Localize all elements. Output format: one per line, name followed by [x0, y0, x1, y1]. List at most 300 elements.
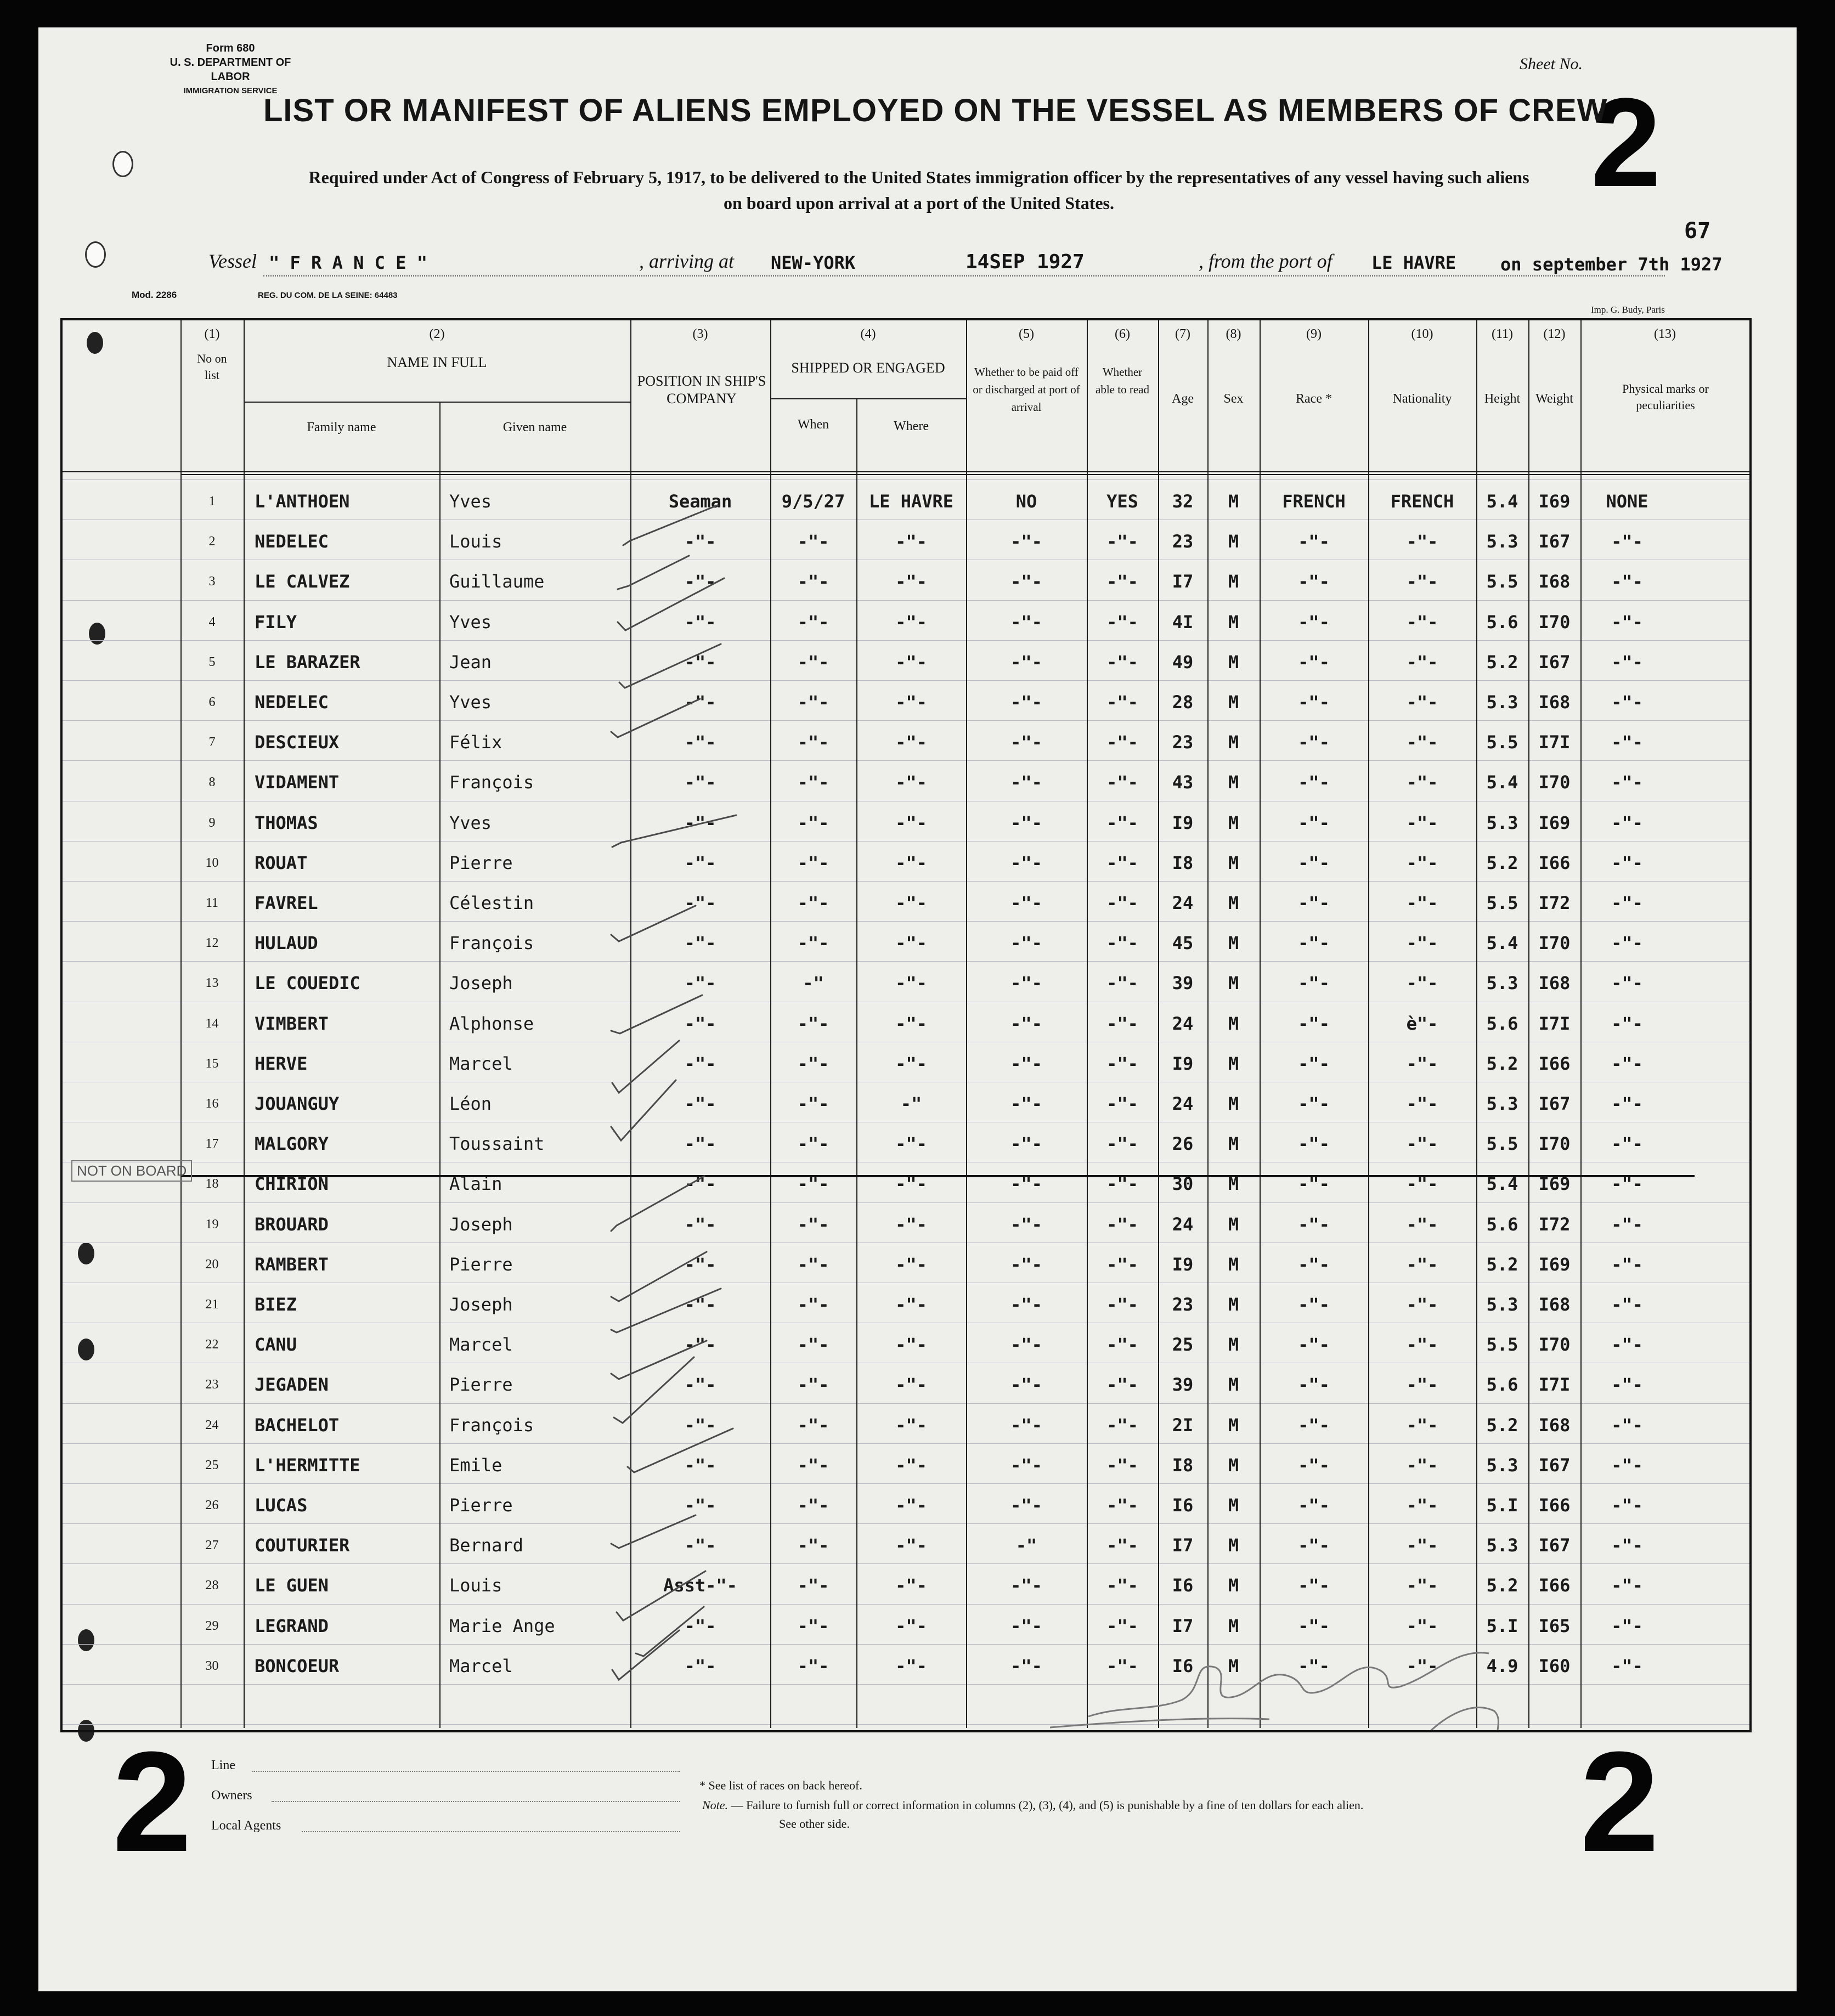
cell-row-number: 20: [205, 1257, 219, 1272]
cell-paid-off: -"-: [1010, 1495, 1042, 1516]
cell-shipped-when: -"-: [797, 1535, 829, 1556]
cell-row-number: 6: [208, 695, 216, 709]
cell-weight: I7I: [1538, 1013, 1571, 1034]
cell-given-name: Yves: [449, 611, 492, 633]
cell-shipped-when: -"-: [797, 1173, 829, 1195]
cell-paid-off: -"-: [1010, 1615, 1042, 1636]
col8-number: (8): [1226, 327, 1241, 341]
cell-race: -"-: [1298, 692, 1330, 713]
cell-given-name: Alphonse: [449, 1013, 534, 1034]
vessel-label: Vessel: [208, 250, 257, 272]
cell-age: 23: [1172, 1294, 1194, 1315]
cell-race: -"-: [1298, 732, 1330, 753]
cell-height: 5.I: [1486, 1615, 1518, 1636]
cell-height: 5.4: [1486, 1173, 1518, 1195]
cell-race: -"-: [1298, 812, 1330, 833]
cell-age: 49: [1172, 651, 1194, 673]
cell-race: -"-: [1298, 531, 1330, 552]
cell-sex: M: [1228, 852, 1239, 873]
cell-shipped-when: -"-: [797, 531, 829, 552]
cell-weight: I7I: [1538, 732, 1571, 753]
cell-shipped-where: -"-: [895, 772, 927, 793]
cell-age: 25: [1172, 1334, 1194, 1356]
cell-position: -"-: [684, 1253, 716, 1275]
cell-race: -"-: [1298, 611, 1330, 633]
cell-shipped-when: -"-: [797, 1093, 829, 1114]
cell-height: 5.5: [1486, 1334, 1518, 1356]
cell-able-to-read: -"-: [1106, 1495, 1138, 1516]
cell-weight: I70: [1538, 772, 1571, 793]
cell-position: -"-: [684, 531, 716, 552]
cell-weight: I72: [1538, 1213, 1571, 1235]
cell-given-name: Yves: [449, 491, 492, 512]
cell-physical-marks: -"-: [1611, 973, 1643, 994]
cell-race: -"-: [1298, 571, 1330, 592]
cell-given-name: Félix: [449, 732, 502, 753]
cell-family-name: BONCOEUR: [255, 1655, 340, 1676]
not-on-board-stamp: NOT ON BOARD: [71, 1160, 192, 1182]
subtitle-line-1: Required under Act of Congress of February 5, 1917, to be delivered to the United States immigration officer by the representatives of any vessel having such aliens: [308, 167, 1529, 187]
cell-family-name: RAMBERT: [255, 1253, 329, 1275]
cell-age: I9: [1172, 812, 1194, 833]
cell-age: 28: [1172, 692, 1194, 713]
cell-shipped-when: -"-: [797, 651, 829, 673]
vessel-name: " F R A N C E ": [269, 252, 427, 273]
cell-shipped-where: -"-: [895, 1173, 927, 1195]
cell-nationality: è"-: [1406, 1013, 1438, 1034]
col9-number: (9): [1306, 327, 1322, 341]
cell-shipped-where: -"-: [895, 852, 927, 873]
cell-weight: I67: [1538, 1093, 1571, 1114]
cell-row-number: 8: [208, 775, 216, 790]
cell-given-name: Marcel: [449, 1655, 513, 1676]
cell-shipped-where: -"-: [895, 933, 927, 954]
cell-paid-off: -"-: [1010, 1093, 1042, 1114]
cell-age: 32: [1172, 491, 1194, 512]
cell-row-number: 5: [208, 654, 216, 669]
officer-signature: [1050, 1653, 1505, 1730]
cell-sex: M: [1228, 1454, 1239, 1476]
cell-position: -"-: [684, 1414, 716, 1436]
cell-shipped-when: -"-: [797, 852, 829, 873]
arrival-stamp: 14SEP 1927: [966, 251, 1085, 273]
cell-weight: I66: [1538, 1575, 1571, 1596]
cell-physical-marks: -"-: [1611, 1334, 1643, 1356]
cell-shipped-where: -"-: [895, 571, 927, 592]
cell-shipped-where: -"-: [895, 651, 927, 673]
cell-nationality: -"-: [1406, 1334, 1438, 1356]
cell-nationality: -"-: [1406, 531, 1438, 552]
cell-shipped-when: -"-: [797, 1414, 829, 1436]
cell-shipped-when: -"-: [797, 933, 829, 954]
cell-able-to-read: -"-: [1106, 651, 1138, 673]
col5-label: Whether to be paid off or discharged at port of arrival: [973, 365, 1080, 414]
cell-physical-marks: -"-: [1611, 852, 1643, 873]
agents-field: [302, 1831, 680, 1832]
cell-position: -"-: [684, 893, 716, 913]
cell-race: -"-: [1298, 852, 1330, 873]
cell-paid-off: -"-: [1010, 571, 1042, 592]
cell-shipped-when: -"-: [797, 1454, 829, 1476]
cell-position: -"-: [684, 1133, 716, 1155]
printer-imprint: Imp. G. Budy, Paris: [1591, 304, 1665, 315]
col2-family: Family name: [307, 420, 376, 434]
cell-height: 5.4: [1486, 933, 1518, 954]
cell-physical-marks: -"-: [1611, 812, 1643, 833]
cell-nationality: -"-: [1406, 1133, 1438, 1155]
cell-height: 5.3: [1486, 973, 1518, 994]
cell-weight: I67: [1538, 1454, 1571, 1476]
form-number: Form 680: [206, 42, 255, 54]
cell-sex: M: [1228, 1655, 1239, 1676]
col8-label: Sex: [1223, 392, 1244, 406]
col3-label: POSITION IN SHIP'S COMPANY: [637, 373, 766, 406]
cell-able-to-read: -"-: [1106, 1294, 1138, 1315]
cell-family-name: DESCIEUX: [255, 732, 340, 753]
cell-family-name: VIDAMENT: [255, 772, 340, 793]
cell-row-number: 27: [205, 1538, 219, 1553]
cell-family-name: COUTURIER: [255, 1535, 350, 1556]
cell-family-name: LUCAS: [255, 1495, 308, 1516]
cell-shipped-where: -"-: [895, 1213, 927, 1235]
cell-family-name: FAVREL: [255, 893, 318, 913]
cell-family-name: LE CALVEZ: [255, 571, 350, 592]
cell-paid-off: -"-: [1010, 772, 1042, 793]
cell-shipped-where: -"-: [895, 812, 927, 833]
cell-given-name: Pierre: [449, 1374, 513, 1396]
col11-number: (11): [1491, 327, 1514, 341]
cell-row-number: 11: [205, 896, 219, 910]
cell-nationality: -"-: [1406, 571, 1438, 592]
cell-given-name: Marcel: [449, 1334, 513, 1356]
cell-row-number: 17: [205, 1137, 219, 1151]
cell-race: -"-: [1298, 1093, 1330, 1114]
race-footnote: * See list of races on back hereof.: [699, 1778, 862, 1792]
col6-number: (6): [1115, 327, 1130, 341]
cell-paid-off: -"-: [1010, 1334, 1042, 1356]
cell-nationality: -"-: [1406, 1294, 1438, 1315]
cell-height: 5.2: [1486, 1414, 1518, 1436]
cell-able-to-read: -"-: [1106, 1454, 1138, 1476]
col13-label: Physical marks or peculiarities: [1622, 382, 1709, 412]
cell-shipped-when: -"-: [797, 1013, 829, 1034]
cell-shipped-where: -"-: [895, 1334, 927, 1356]
cell-nationality: -"-: [1406, 651, 1438, 673]
cell-age: I8: [1172, 852, 1194, 873]
department: U. S. DEPARTMENT OF LABOR: [170, 57, 291, 83]
owners-field: [272, 1801, 680, 1802]
cell-race: -"-: [1298, 1213, 1330, 1235]
cell-nationality: -"-: [1406, 1053, 1438, 1074]
cell-nationality: -"-: [1406, 611, 1438, 633]
cell-age: 39: [1172, 1374, 1194, 1396]
cell-position: -"-: [684, 812, 716, 833]
cell-age: 23: [1172, 732, 1194, 753]
cell-nationality: -"-: [1406, 1655, 1438, 1676]
cell-race: -"-: [1298, 1374, 1330, 1396]
cell-family-name: LEGRAND: [255, 1615, 329, 1636]
cell-physical-marks: -"-: [1611, 893, 1643, 913]
punch-hole: [85, 241, 106, 268]
cell-race: -"-: [1298, 1454, 1330, 1476]
cell-row-number: 10: [205, 855, 219, 870]
note-prefix: Note.: [702, 1798, 729, 1812]
line-label: Line: [211, 1758, 235, 1772]
cell-able-to-read: -"-: [1106, 1173, 1138, 1195]
cell-height: 4.9: [1486, 1655, 1518, 1676]
cell-age: 45: [1172, 933, 1194, 954]
cell-height: 5.3: [1486, 1535, 1518, 1556]
col9-label: Race *: [1296, 392, 1332, 406]
cell-position: -"-: [684, 571, 716, 592]
cell-family-name: NEDELEC: [255, 692, 329, 713]
cell-able-to-read: -"-: [1106, 772, 1138, 793]
cell-family-name: VIMBERT: [255, 1013, 329, 1034]
cell-paid-off: -"-: [1010, 692, 1042, 713]
cell-able-to-read: -"-: [1106, 1053, 1138, 1074]
cell-race: -"-: [1298, 1253, 1330, 1275]
cell-able-to-read: -"-: [1106, 1535, 1138, 1556]
cell-position: -"-: [684, 1294, 716, 1315]
cell-able-to-read: -"-: [1106, 1013, 1138, 1034]
cell-age: I9: [1172, 1053, 1194, 1074]
cell-age: 43: [1172, 772, 1194, 793]
manifest-sheet: [38, 27, 1797, 1991]
cell-shipped-when: -"-: [797, 1253, 829, 1275]
cell-sex: M: [1228, 1013, 1239, 1034]
cell-sex: M: [1228, 1093, 1239, 1114]
cell-age: 24: [1172, 1093, 1194, 1114]
cell-given-name: Yves: [449, 812, 492, 833]
note-text: — Failure to furnish full or correct information in columns (2), (3), (4), and (5) is punishable by a fine of ten dollars for each alien.: [731, 1798, 1364, 1812]
cell-paid-off: -"-: [1010, 1414, 1042, 1436]
cell-family-name: LE COUEDIC: [255, 973, 360, 994]
col11-label: Height: [1484, 392, 1521, 406]
arriving-label: , arriving at: [639, 250, 735, 272]
cell-sex: M: [1228, 491, 1239, 512]
cell-given-name: Joseph: [449, 1294, 513, 1315]
cell-given-name: Louis: [449, 1575, 502, 1596]
cell-nationality: -"-: [1406, 893, 1438, 913]
cell-nationality: -"-: [1406, 772, 1438, 793]
cell-physical-marks: -"-: [1611, 571, 1643, 592]
cell-age: 4I: [1172, 611, 1194, 633]
cell-physical-marks: -"-: [1611, 1495, 1643, 1516]
from-port: LE HAVRE: [1371, 252, 1456, 273]
cell-family-name: LE GUEN: [255, 1575, 329, 1596]
cell-shipped-where: LE HAVRE: [868, 491, 954, 512]
cell-physical-marks: -"-: [1611, 611, 1643, 633]
cell-race: -"-: [1298, 1575, 1330, 1596]
cell-height: 5.4: [1486, 491, 1518, 512]
crew-table: [60, 318, 1752, 1732]
cell-height: 5.5: [1486, 571, 1518, 592]
cell-physical-marks: -"-: [1611, 1454, 1643, 1476]
cell-weight: I70: [1538, 611, 1571, 633]
cell-able-to-read: -"-: [1106, 852, 1138, 873]
cell-given-name: Pierre: [449, 1495, 513, 1516]
cell-able-to-read: -"-: [1106, 611, 1138, 633]
cell-nationality: -"-: [1406, 1414, 1438, 1436]
cell-weight: I69: [1538, 812, 1571, 833]
cell-height: 5.5: [1486, 1133, 1518, 1155]
cell-row-number: 2: [208, 534, 216, 549]
cell-shipped-when: -"-: [797, 1615, 829, 1636]
cell-height: 5.2: [1486, 651, 1518, 673]
cell-physical-marks: -"-: [1611, 1053, 1643, 1074]
cell-able-to-read: -"-: [1106, 1253, 1138, 1275]
check-marks: [611, 505, 736, 1680]
cell-family-name: L'ANTHOEN: [255, 491, 350, 512]
cell-nationality: -"-: [1406, 1374, 1438, 1396]
cell-physical-marks: -"-: [1611, 692, 1643, 713]
mod-number: Mod. 2286: [132, 290, 177, 300]
cell-able-to-read: -"-: [1106, 893, 1138, 913]
cell-given-name: Joseph: [449, 1213, 513, 1235]
col1-label: No on list: [197, 352, 227, 382]
cell-nationality: -"-: [1406, 732, 1438, 753]
page-number: 67: [1684, 218, 1711, 244]
cell-physical-marks: -"-: [1611, 531, 1643, 552]
cell-shipped-when: -"-: [797, 1294, 829, 1315]
cell-shipped-where: -"-: [895, 1294, 927, 1315]
cell-race: -"-: [1298, 973, 1330, 994]
cell-paid-off: NO: [1015, 491, 1037, 512]
cell-shipped-when: -"-: [797, 1374, 829, 1396]
cell-position: -"-: [684, 772, 716, 793]
cell-shipped-where: -"-: [895, 1013, 927, 1034]
cell-position: -"-: [684, 1495, 716, 1516]
cell-row-number: 18: [205, 1177, 219, 1191]
pencil-marks: [63, 320, 1749, 1730]
cell-family-name: CHIRION: [255, 1173, 329, 1195]
cell-weight: I68: [1538, 1294, 1571, 1315]
cell-position: -"-: [684, 1454, 716, 1476]
cell-position: -"-: [684, 692, 716, 713]
col4-where: Where: [894, 419, 929, 433]
col4-when: When: [797, 417, 829, 432]
cell-row-number: 21: [205, 1297, 219, 1312]
cell-weight: I7I: [1538, 1374, 1571, 1396]
cell-sex: M: [1228, 1294, 1239, 1315]
cell-shipped-when: -"-: [797, 1334, 829, 1356]
cell-shipped-when: -"-: [797, 1053, 829, 1074]
cell-family-name: CANU: [255, 1334, 297, 1356]
cell-sex: M: [1228, 1374, 1239, 1396]
cell-paid-off: -"-: [1010, 1374, 1042, 1396]
cell-given-name: Léon: [449, 1093, 492, 1114]
cell-position: -"-: [684, 1334, 716, 1356]
cell-shipped-where: -": [900, 1093, 922, 1114]
cell-paid-off: -"-: [1010, 933, 1042, 954]
cell-row-number: 23: [205, 1377, 219, 1392]
cell-age: I6: [1172, 1655, 1194, 1676]
cell-able-to-read: -"-: [1106, 1334, 1138, 1356]
cell-age: I8: [1172, 1454, 1194, 1476]
cell-shipped-where: -"-: [895, 1655, 927, 1676]
cell-row-number: 12: [205, 936, 219, 951]
cell-height: 5.2: [1486, 1053, 1518, 1074]
cell-paid-off: -"-: [1010, 1655, 1042, 1676]
cell-position: Asst-"-: [663, 1575, 737, 1596]
cell-row-number: 1: [208, 494, 216, 509]
cell-weight: I69: [1538, 491, 1571, 512]
cell-age: I7: [1172, 571, 1194, 592]
cell-shipped-where: -"-: [895, 732, 927, 753]
cell-nationality: -"-: [1406, 1575, 1438, 1596]
col2-number: (2): [429, 327, 445, 341]
cell-weight: I69: [1538, 1253, 1571, 1275]
col7-label: Age: [1172, 392, 1194, 406]
cell-height: 5.3: [1486, 692, 1518, 713]
col10-label: Nationality: [1392, 392, 1452, 406]
cell-race: -"-: [1298, 1133, 1330, 1155]
cell-race: -"-: [1298, 1173, 1330, 1195]
cell-paid-off: -"-: [1010, 812, 1042, 833]
cell-family-name: BIEZ: [255, 1294, 297, 1315]
cell-family-name: HERVE: [255, 1053, 308, 1074]
punch-hole: [112, 151, 133, 177]
sheet-label: Sheet No.: [1520, 55, 1583, 73]
cell-physical-marks: -"-: [1611, 1133, 1643, 1155]
cell-family-name: BACHELOT: [255, 1414, 340, 1436]
col13-number: (13): [1654, 327, 1676, 341]
cell-paid-off: -"-: [1010, 1253, 1042, 1275]
cell-able-to-read: YES: [1106, 491, 1138, 512]
cell-shipped-where: -"-: [895, 1133, 927, 1155]
cell-nationality: -"-: [1406, 812, 1438, 833]
cell-row-number: 29: [205, 1618, 219, 1633]
cell-row-number: 4: [208, 614, 216, 629]
cell-position: -"-: [684, 732, 716, 753]
cell-physical-marks: -"-: [1611, 933, 1643, 954]
cell-weight: I67: [1538, 651, 1571, 673]
cell-race: -"-: [1298, 933, 1330, 954]
cell-sex: M: [1228, 1615, 1239, 1636]
cell-paid-off: -"-: [1010, 893, 1042, 913]
cell-family-name: HULAUD: [255, 933, 318, 954]
cell-sex: M: [1228, 973, 1239, 994]
cell-family-name: THOMAS: [255, 812, 318, 833]
cell-weight: I69: [1538, 1173, 1571, 1195]
cell-shipped-when: -": [803, 973, 824, 994]
cell-physical-marks: -"-: [1611, 651, 1643, 673]
cell-height: 5.2: [1486, 852, 1518, 873]
cell-age: I7: [1172, 1615, 1194, 1636]
cell-race: -"-: [1298, 1414, 1330, 1436]
cell-row-number: 24: [205, 1418, 219, 1432]
service: IMMIGRATION SERVICE: [183, 86, 278, 95]
cell-position: -"-: [684, 973, 716, 994]
cell-race: -"-: [1298, 1615, 1330, 1636]
col12-label: Weight: [1535, 392, 1573, 406]
cell-position: -"-: [684, 1213, 716, 1235]
cell-shipped-when: -"-: [797, 1495, 829, 1516]
cell-nationality: -"-: [1406, 1535, 1438, 1556]
cell-weight: I67: [1538, 531, 1571, 552]
cell-family-name: NEDELEC: [255, 531, 329, 552]
cell-age: I6: [1172, 1495, 1194, 1516]
cell-physical-marks: -"-: [1611, 1655, 1643, 1676]
cell-height: 5.6: [1486, 1013, 1518, 1034]
cell-height: 5.3: [1486, 531, 1518, 552]
cell-row-number: 7: [208, 735, 216, 750]
cell-family-name: JEGADEN: [255, 1374, 329, 1396]
cell-position: -"-: [684, 1535, 716, 1556]
cell-position: -"-: [684, 1093, 716, 1114]
cell-weight: I66: [1538, 1495, 1571, 1516]
cell-shipped-when: -"-: [797, 772, 829, 793]
